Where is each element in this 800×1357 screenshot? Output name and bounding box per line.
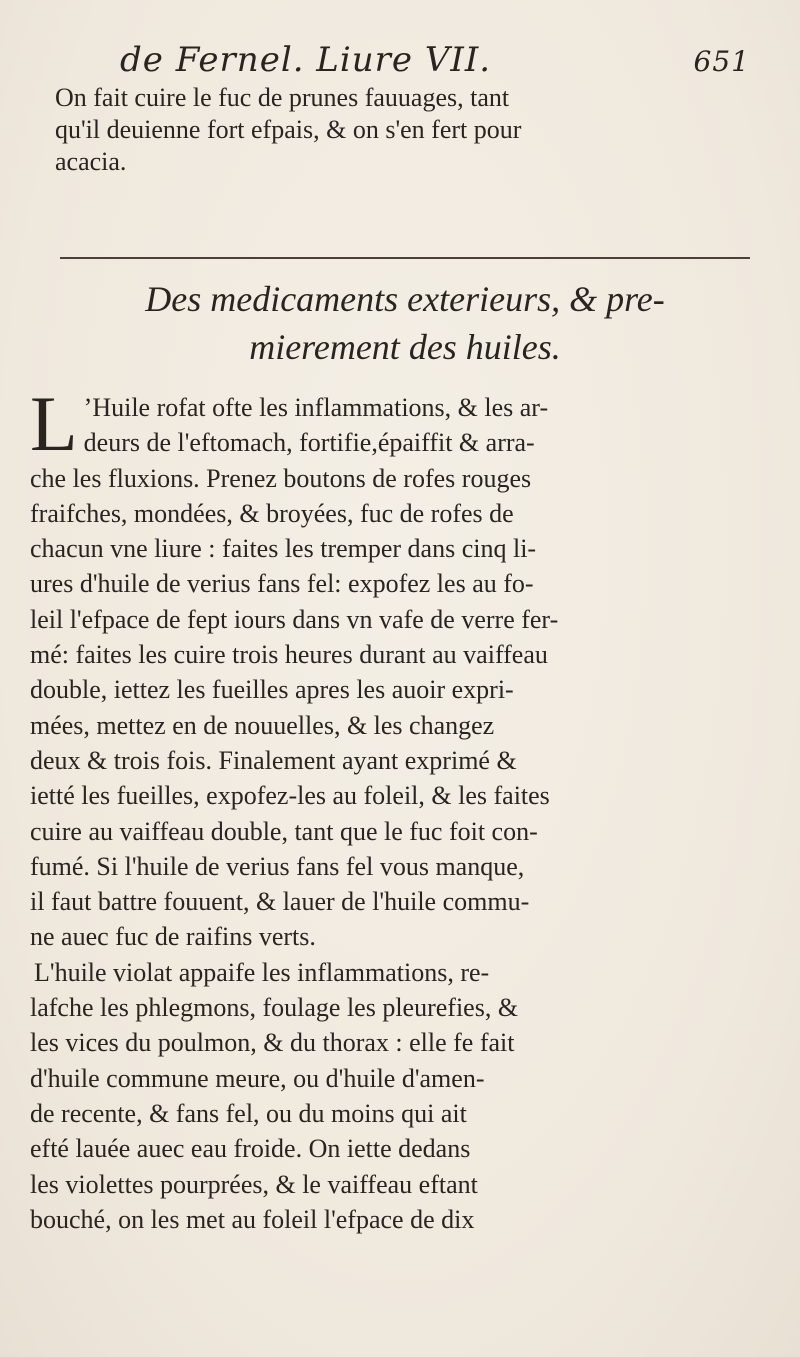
text-line: deurs de l'eftomach, fortifie,épaiffit & arra-	[83, 428, 535, 458]
text-line: ne auec fuc de raifins verts.	[30, 922, 316, 952]
text-line: les violettes pourprées, & le vaiffeau eftant	[30, 1169, 478, 1199]
text-line: double, iettez les fueilles apres les auoir expri-	[30, 675, 514, 705]
text-line: de recente, & fans fel, ou du moins qui ait	[30, 1098, 467, 1128]
heading-line: Des medicaments exterieurs, & pre-	[145, 279, 665, 319]
text-line: fumé. Si l'huile de verius fans fel vous manque,	[30, 851, 525, 881]
text-line: mées, mettez en de nouuelles, & les changez	[30, 710, 495, 740]
text-line: qu'il deuienne fort efpais, & on s'en fert pour	[55, 115, 522, 144]
body-text	[30, 380, 730, 1237]
page-number: 651	[693, 45, 750, 78]
heading-line: mierement des huiles.	[249, 327, 561, 367]
text-line: leil l'efpace de fept iours dans vn vafe de verre fer-	[30, 604, 559, 634]
opening-paragraph	[55, 82, 745, 178]
running-header	[120, 40, 760, 80]
text-line: deux & trois fois. Finalement ayant exprimé &	[30, 745, 517, 775]
text-line: ietté les fueilles, expofez-les au foleil, & les faites	[30, 781, 550, 811]
section-heading	[60, 275, 750, 371]
text-line: On fait cuire le fuc de prunes fauuages, tant	[55, 83, 510, 112]
text-line: d'huile commune meure, ou d'huile d'amen-	[30, 1063, 485, 1093]
text-line: lafche les phlegmons, foulage les pleurefies, &	[30, 993, 519, 1023]
text-line: ures d'huile de verius fans fel: expofez les au fo-	[30, 569, 534, 599]
text-line: chacun vne liure : faites les tremper dans cinq li-	[30, 534, 537, 564]
text-line: fraifches, mondées, & broyées, fuc de rofes de	[30, 498, 514, 528]
running-title: de Fernel. Liure VII.	[120, 40, 492, 80]
text-line: L'huile violat appaife les inflammations, re-	[34, 957, 490, 987]
drop-cap: L	[30, 380, 78, 467]
text-line: les vices du poulmon, & du thorax : elle fe fait	[30, 1028, 515, 1058]
text-line: efté lauée auec eau froide. On iette dedans	[30, 1134, 471, 1164]
text-line: mé: faites les cuire trois heures durant au vaiffeau	[30, 640, 548, 670]
section-divider	[60, 257, 750, 259]
text-line: bouché, on les met au foleil l'efpace de dix	[30, 1204, 475, 1234]
text-line: ’Huile rofat ofte les inflammations, & les ar-	[83, 393, 549, 422]
text-line: cuire au vaiffeau double, tant que le fuc foit con-	[30, 816, 538, 846]
text-line: che les fluxions. Prenez boutons de rofes rouges	[30, 463, 532, 493]
text-line: acacia.	[55, 147, 127, 176]
text-line: il faut battre fouuent, & lauer de l'huile commu-	[30, 887, 530, 917]
